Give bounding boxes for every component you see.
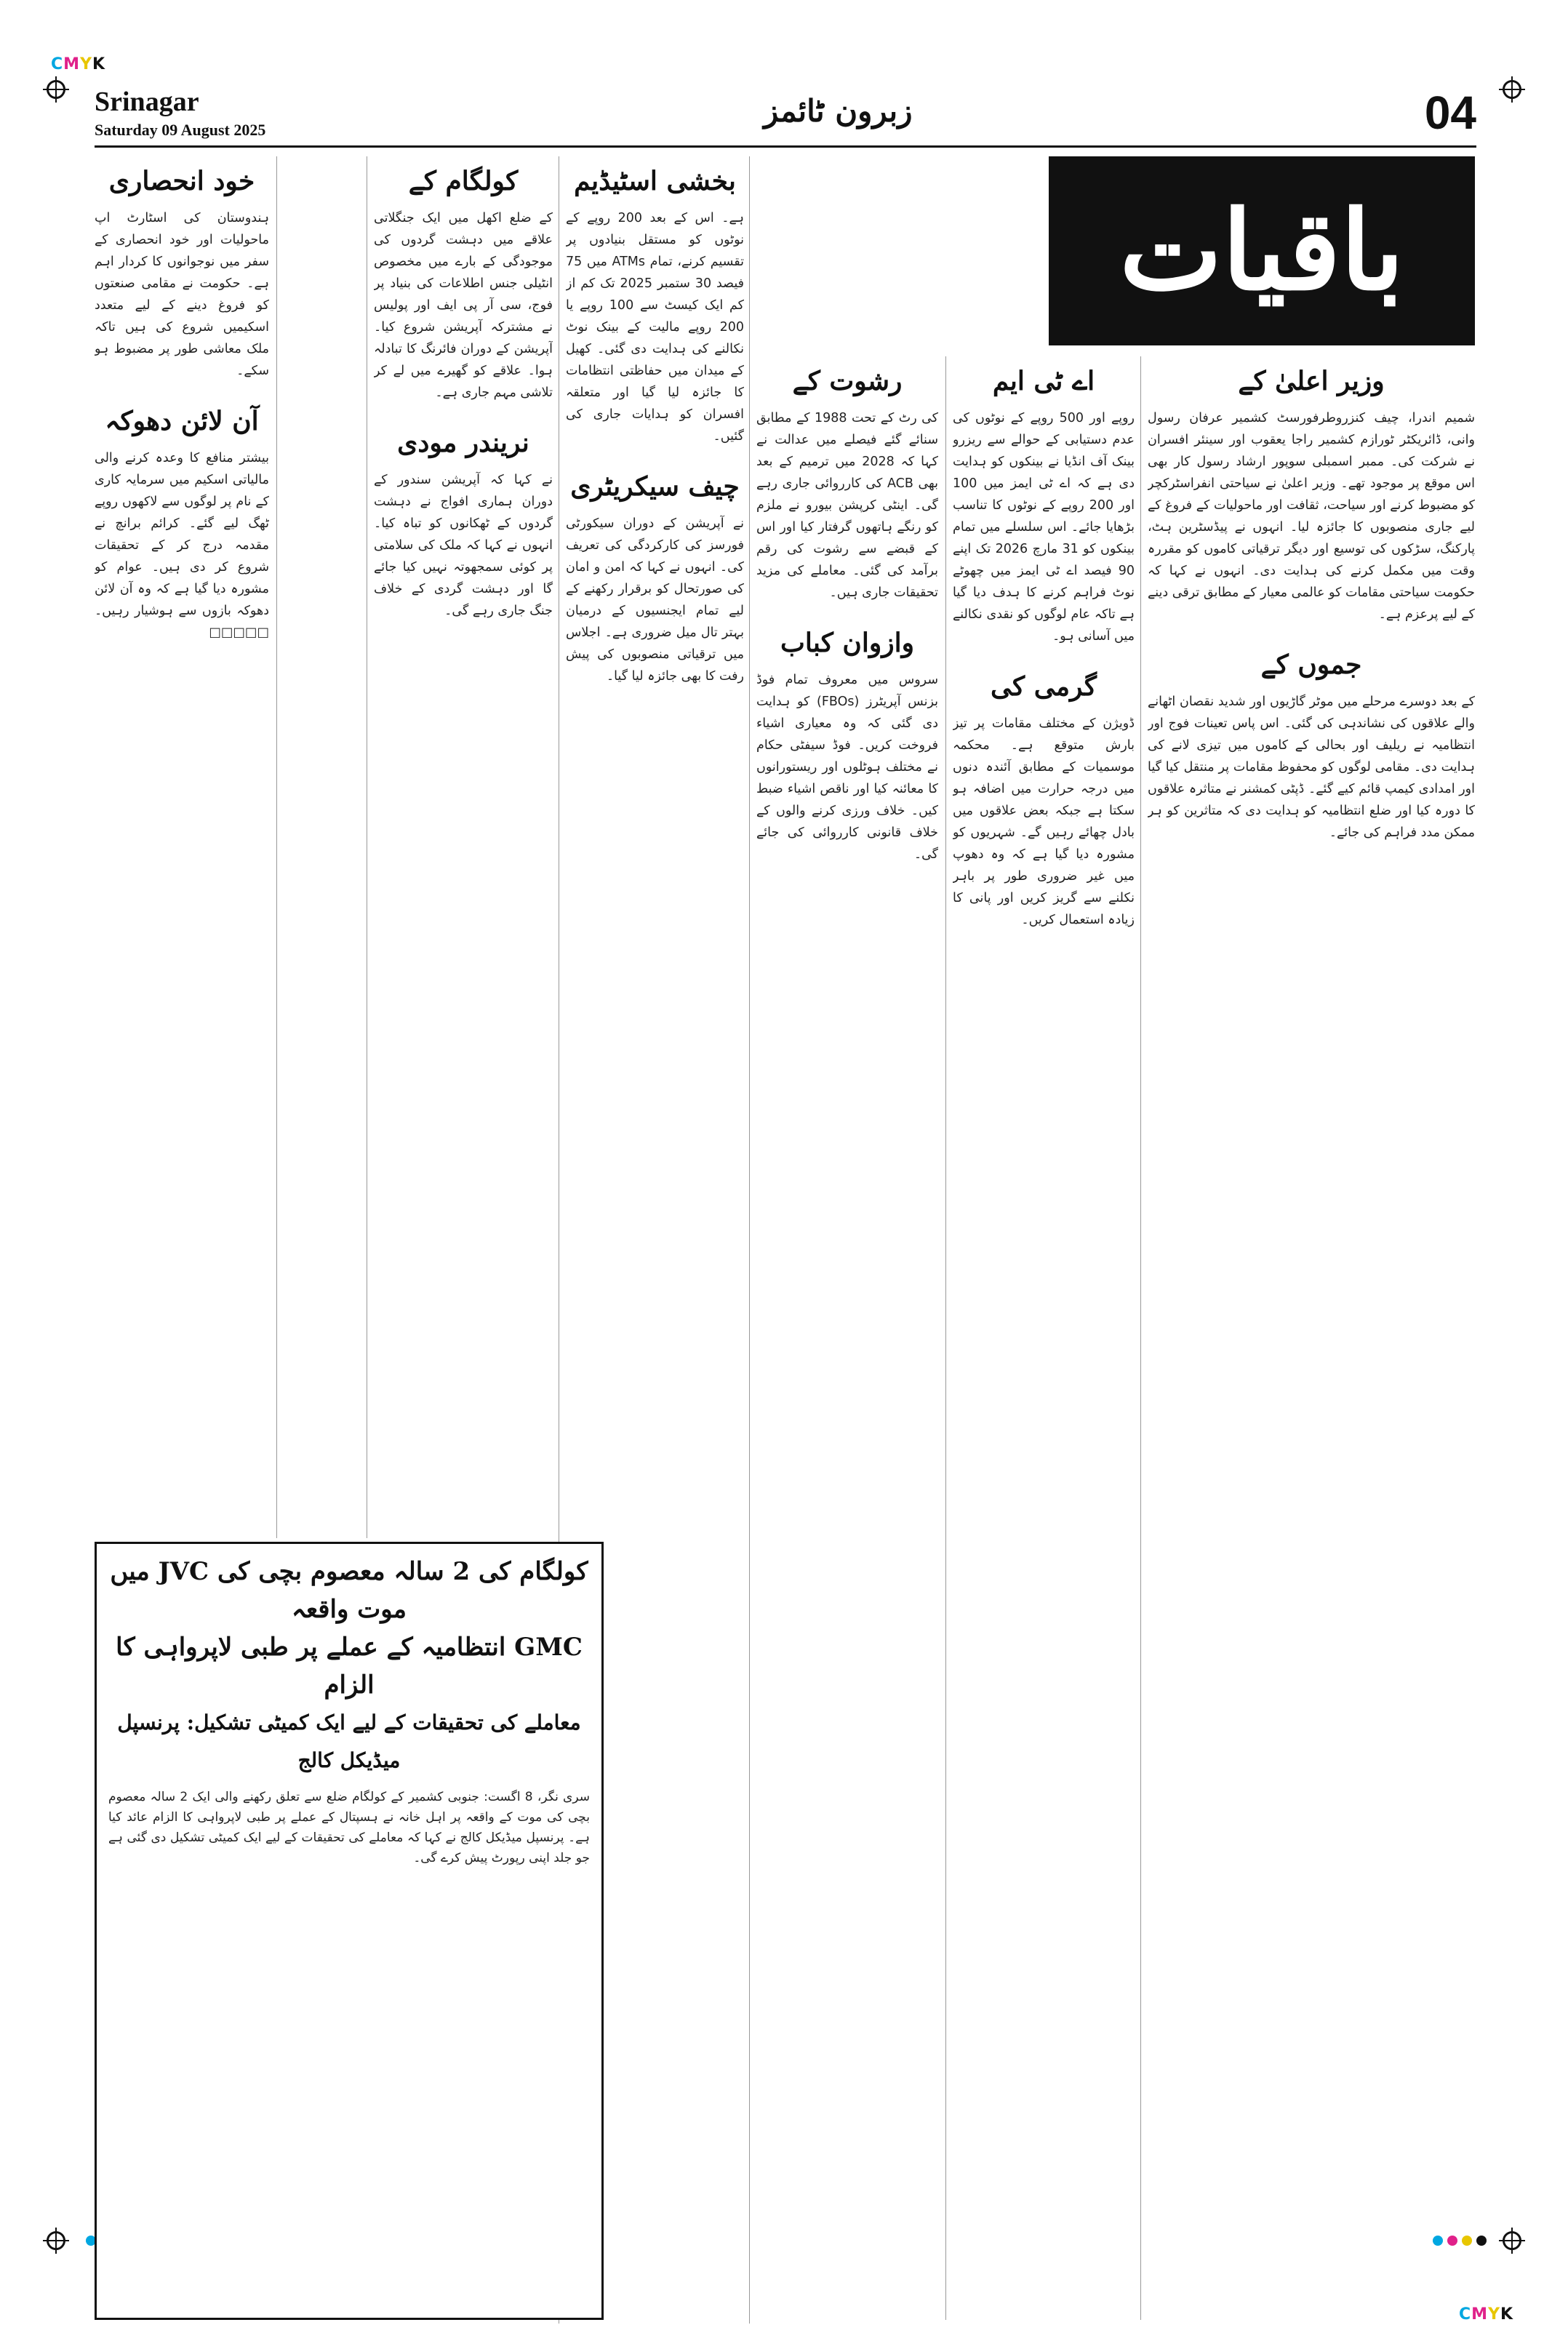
column-divider — [276, 156, 277, 1538]
masthead — [95, 86, 1476, 144]
article-body: کی رٹ کے تحت 1988 کے مطابق سنائے گئے فیصلے میں عدالت نے کہا کہ 2028 میں ترمیم کے بعد بھی ACB کی کارروائی جاری رہے گی۔ اینٹی کرپشن بیورو نے ملزم کو رنگے ہاتھوں گرفتار کیا اور اس کے قبضے سے رشوت کی رقم برآمد کی گئی۔ معاملے کی مزید تحقیقات جاری ہیں۔ — [756, 411, 938, 600]
article-body: کے ضلع اکھل میں ایک جنگلاتی علاقے میں دہشت گردوں کی موجودگی کے بارے میں مخصوص انٹیلی جنس اطلاعات کی بنیاد پر فوج، سی آر پی ایف اور پولیس نے مشترکہ آپریشن شروع کیا۔ آپریشن کے دوران فائرنگ کا تبادلہ ہوا۔ علاقے کو گھیرے میں لے کر تلاشی مہم جاری ہے۔ — [374, 211, 553, 400]
cmyk-mark-top: CMYK — [51, 55, 106, 73]
registration-mark-top-right — [1503, 80, 1521, 99]
article-body: روپے اور 500 روپے کے نوٹوں کی عدم دستیابی کے حوالے سے ریزرو بینک آف انڈیا نے بینکوں کو ہدایت دی ہے کہ اے ٹی ایمز میں 100 اور 200 روپے کے نوٹوں کا تناسب بڑھایا جائے۔ اس سلسلے میں تمام بینکوں کو 31 مارچ 2026 تک اپنے 90 فیصد اے ٹی ایمز میں چھوٹے نوٹ فراہم کرنے کا ہدف دیا گیا ہے تاکہ عام لوگوں کو نقدی نکالنے میں آسانی ہو۔ — [953, 411, 1135, 644]
masthead-left — [95, 86, 265, 140]
registration-mark-top-left — [47, 80, 65, 99]
masthead-date: Saturday 09 August 2025 — [95, 121, 266, 139]
article-column — [374, 156, 553, 1538]
article-body: کے بعد دوسرے مرحلے میں موٹر گاڑیوں اور شدید نقصان اٹھانے والے علاقوں کی نشاندہی کی گئی۔ اس پاس تعینات فوج اور انتظامیہ نے ریلیف اور بحالی کے کاموں میں تیزی لانے کی ہدایت دی۔ مقامی لوگوں کو محفوظ مقامات پر منتقل کیا گیا اور امدادی کیمپ قائم کیے گئے۔ ڈپٹی کمشنر نے متاثرہ علاقوں کا دورہ کیا اور ضلع انتظامیہ کو ہدایت دی کہ متاثرین کو ہر ممکن مدد فراہم کی جائے۔ — [1148, 695, 1475, 840]
article-column — [95, 156, 269, 1538]
article-heading: جموں کے — [1260, 649, 1362, 680]
page-number: 04 — [1424, 87, 1476, 139]
article-column — [953, 356, 1135, 2320]
article-heading: رشوت کے — [792, 366, 903, 396]
article-heading: وازوان کباب — [780, 628, 914, 658]
boxed-story — [95, 1542, 604, 2320]
article-heading: آن لائن دھوکہ — [105, 406, 259, 436]
article-heading: اے ٹی ایم — [992, 366, 1095, 396]
article-body: سروس میں معروف تمام فوڈ بزنس آپریٹرز (FBOs) کو ہدایت دی گئی کہ وہ معیاری اشیاء فروخت کریں۔ فوڈ سیفٹی حکام نے مختلف ہوٹلوں اور ریستورانوں کا معائنہ کیا اور ناقص اشیاء ضبط کیں۔ خلاف ورزی کرنے والوں کے خلاف قانونی کارروائی کی جائے گی۔ — [756, 673, 938, 862]
article-body: ہے۔ اس کے بعد 200 روپے کے نوٹوں کو مستقل بنیادوں پر تقسیم کرنے، تمام ATMs میں 75 فیصد 30 ستمبر 2025 تک کم از کم ایک کیسٹ سے 100 روپے یا 200 روپے مالیت کے بینک نوٹ نکالنے کی ہدایت دی گئی۔ کھیل کے میدان میں حفاظتی انتظامات کا جائزہ لیا گیا اور متعلقہ افسران کو ہدایات جاری کی گئیں۔ — [566, 211, 744, 444]
article-body: نے کہا کہ آپریشن سندور کے دوران ہماری افواج نے دہشت گردوں کے ٹھکانوں کو تباہ کیا۔ انہوں نے کہا کہ ملک کی سلامتی پر کوئی سمجھوتہ نہیں کیا جائے گا اور دہشت گردی کے خلاف جنگ جاری رہے گی۔ — [374, 473, 553, 618]
boxed-headline-3: معاملے کی تحقیقات کے لیے ایک کمیٹی تشکیل: پرنسپل میڈیکل کالج — [117, 1710, 581, 1772]
boxed-headline-1: کولگام کی 2 سالہ معصوم بچی کی JVC میں موت واقعہ — [110, 1557, 588, 1624]
article-body: ہندوستان کی اسٹارٹ اپ ماحولیات اور خود انحصاری کے سفر میں نوجوانوں کا کردار اہم ہے۔ حکومت نے مقامی صنعتوں کو فروغ دینے کے لیے متعدد اسکیمیں شروع کی ہیں تاکہ ملک معاشی طور پر مضبوط ہو سکے۔ — [95, 211, 269, 378]
article-column — [756, 356, 938, 2320]
article-heading: گرمی کی — [991, 671, 1097, 702]
article-body: نے آپریشن کے دوران سیکورٹی فورسز کی کارکردگی کی تعریف کی۔ انہوں نے کہا کہ امن و امان کی صورتحال کو برقرار رکھنے کے لیے تمام ایجنسیوں کے درمیان بہتر تال میل ضروری ہے۔ اجلاس میں ترقیاتی منصوبوں کی پیش رفت کا بھی جائزہ لیا گیا۔ — [566, 516, 744, 684]
article-heading: خود انحصاری — [108, 166, 255, 196]
article-heading: نریندر مودی — [397, 428, 529, 458]
article-column — [1148, 356, 1475, 2320]
dot-black — [1476, 2236, 1487, 2246]
article-heading: وزیر اعلیٰ کے — [1238, 366, 1385, 396]
masthead-rule — [95, 145, 1476, 148]
column-divider — [749, 156, 750, 2324]
boxed-headline-2: GMC انتظامیہ کے عملے پر طبی لاپرواہی کا الزام — [116, 1633, 583, 1700]
cmyk-mark-bottom: CMYK — [1459, 2305, 1514, 2324]
registration-mark-bottom-left — [47, 2231, 65, 2250]
column-divider — [945, 356, 946, 2320]
section-banner: باقیات — [1049, 156, 1475, 345]
article-heading: بخشی اسٹیڈیم — [574, 166, 736, 196]
article-heading: کولگام کے — [408, 166, 519, 196]
article-body: بیشتر منافع کا وعدہ کرنے والی مالیاتی اسکیم میں سرمایہ کاری کے نام پر لوگوں سے لاکھوں روپے ٹھگ لیے گئے۔ کرائم برانچ نے مقدمہ درج کر کے تحقیقات شروع کر دی ہیں۔ عوام کو مشورہ دیا گیا ہے کہ وہ آن لائن دھوکہ بازوں سے ہوشیار رہیں۔ □□□□□ — [95, 451, 269, 640]
article-body: شمیم اندرا، چیف کنزروطرفورسٹ کشمیر عرفان رسول وانی، ڈائریکٹر ٹورازم کشمیر راجا یعقوب اور سینئر افسران نے شرکت کی۔ ممبر اسمبلی سوپور ارشاد رسول کار بھی اس موقع پر موجود تھے۔ وزیر اعلیٰ نے سیاحتی انفراسٹرکچر کو مضبوط کرنے اور سیاحت، ثقافت اور ماحولیات کے فروغ کے لیے جاری منصوبوں کا جائزہ لیا۔ انہوں نے پیڈسٹرین ہٹ، پارکنگ، سڑکوں کی توسیع اور دیگر ترقیاتی کاموں کو مقررہ وقت میں مکمل کرنے کی ہدایت دی۔ انہوں نے کہا کہ حکومت سیاحتی مقامات کو عالمی معیار کے مطابق ترقی دینے کے لیے پرعزم ہے۔ — [1148, 411, 1475, 622]
column-divider — [1140, 356, 1141, 2320]
masthead-city: Srinagar — [95, 87, 199, 117]
paper-name: زبرون ٹائمز — [764, 93, 913, 129]
boxed-body: سری نگر، 8 اگست: جنوبی کشمیر کے کولگام ضلع سے تعلق رکھنے والی ایک 2 سالہ معصوم بچی کی موت کے واقعہ پر اہل خانہ نے ہسپتال کے عملے پر طبی لاپرواہی کا الزام عائد کیا ہے۔ پرنسپل میڈیکل کالج نے کہا کہ معاملے کی تحقیقات کے لیے ایک کمیٹی تشکیل دی گئی ہے جو جلد اپنی رپورٹ پیش کرے گی۔ — [108, 1790, 590, 1865]
registration-mark-bottom-right — [1503, 2231, 1521, 2250]
article-heading: چیف سیکریٹری — [570, 471, 740, 502]
article-body: ڈویژن کے مختلف مقامات پر تیز بارش متوقع ہے۔ محکمہ موسمیات کے مطابق آئندہ دنوں میں درجہ حرارت میں اضافہ ہو سکتا ہے جبکہ بعض علاقوں میں بادل چھائے رہیں گے۔ شہریوں کو مشورہ دیا گیا ہے کہ وہ دھوپ میں غیر ضروری طور پر باہر نکلنے سے گریز کریں اور پانی کا زیادہ استعمال کریں۔ — [953, 716, 1135, 927]
